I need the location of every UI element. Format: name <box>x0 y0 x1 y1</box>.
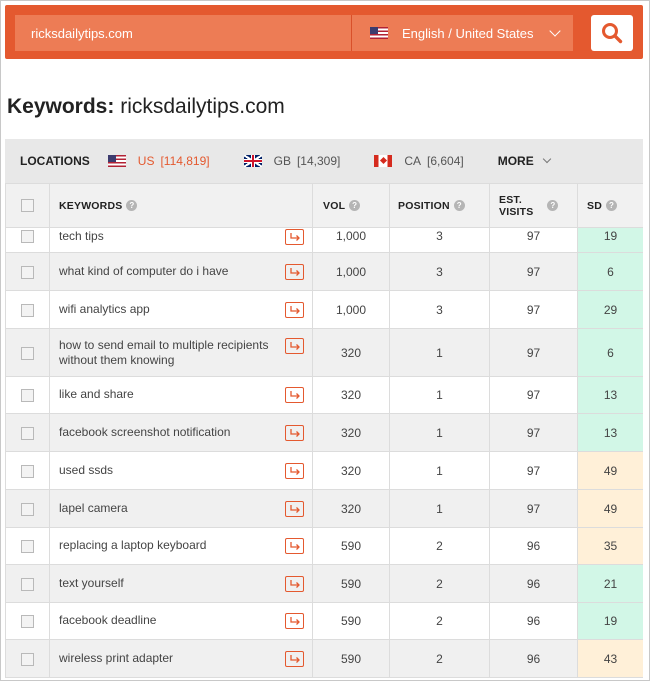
row-checkbox[interactable] <box>21 427 34 440</box>
help-icon[interactable]: ? <box>126 200 137 211</box>
row-select-cell <box>6 528 50 565</box>
open-serp-icon[interactable] <box>285 501 304 517</box>
search-button[interactable] <box>591 15 633 51</box>
row-select-cell <box>6 452 50 490</box>
row-checkbox[interactable] <box>21 389 34 402</box>
keyword-cell <box>50 603 313 640</box>
vol-cell: 320 <box>313 490 390 528</box>
location-count: [6,604] <box>427 154 464 168</box>
est-visits-cell: 97 <box>490 490 578 528</box>
row-select-cell <box>6 253 50 291</box>
vol-cell: 1,000 <box>313 228 390 253</box>
est-visits-cell: 96 <box>490 528 578 565</box>
open-serp-icon[interactable] <box>285 538 304 554</box>
sd-cell: 6 <box>578 253 644 291</box>
table-row <box>6 414 644 452</box>
vol-cell: 1,000 <box>313 291 390 329</box>
position-cell: 1 <box>390 329 490 377</box>
keyword-text[interactable]: lapel camera <box>59 500 128 515</box>
keywords-table <box>5 183 643 678</box>
keyword-cell <box>50 528 313 565</box>
keyword-text[interactable]: like and share <box>59 387 134 401</box>
search-icon <box>601 22 623 44</box>
location-us[interactable] <box>108 154 210 168</box>
table-row <box>6 329 644 377</box>
page-title-domain: ricksdailytips.com <box>120 95 285 118</box>
keyword-cell <box>50 490 313 528</box>
table-row <box>6 528 644 565</box>
keyword-text[interactable]: what kind of computer do i have <box>59 263 229 278</box>
row-select-cell <box>6 377 50 414</box>
domain-search-input[interactable] <box>15 15 351 51</box>
vol-cell: 590 <box>313 640 390 678</box>
sd-cell: 49 <box>578 452 644 490</box>
keyword-text[interactable]: text yourself <box>59 575 124 590</box>
table-row <box>6 291 644 329</box>
more-locations-button[interactable] <box>498 154 550 168</box>
keyword-cell <box>50 414 313 452</box>
sd-cell: 13 <box>578 414 644 452</box>
row-checkbox[interactable] <box>21 578 34 591</box>
locations-bar <box>5 139 643 183</box>
open-serp-icon[interactable] <box>285 425 304 441</box>
row-select-cell <box>6 329 50 377</box>
table-header-row <box>6 184 644 228</box>
header-sd[interactable] <box>578 184 644 228</box>
table-row <box>6 377 644 414</box>
row-select-cell <box>6 228 50 253</box>
vol-cell: 320 <box>313 377 390 414</box>
sd-cell: 35 <box>578 528 644 565</box>
header-keywords-label: KEYWORDS <box>59 199 123 212</box>
open-serp-icon[interactable] <box>285 302 304 318</box>
header-est-line1: EST. <box>499 193 522 206</box>
open-serp-icon[interactable] <box>285 264 304 280</box>
ca-flag-icon <box>374 155 392 167</box>
table-row <box>6 452 644 490</box>
locale-label: English / United States <box>402 25 534 41</box>
search-bar <box>5 5 643 59</box>
row-checkbox[interactable] <box>21 347 34 360</box>
open-serp-icon[interactable] <box>285 387 304 403</box>
row-select-cell <box>6 565 50 603</box>
select-all-checkbox[interactable] <box>21 199 34 212</box>
est-visits-cell: 97 <box>490 329 578 377</box>
position-cell: 1 <box>390 490 490 528</box>
est-visits-cell: 97 <box>490 452 578 490</box>
table-row <box>6 640 644 678</box>
row-checkbox[interactable] <box>21 540 34 553</box>
position-cell: 3 <box>390 291 490 329</box>
location-ca[interactable] <box>374 154 463 168</box>
sd-cell: 13 <box>578 377 644 414</box>
open-serp-icon[interactable] <box>285 651 304 667</box>
sd-cell: 19 <box>578 228 644 253</box>
page-title <box>7 95 285 119</box>
sd-cell: 19 <box>578 603 644 640</box>
position-cell: 3 <box>390 253 490 291</box>
row-select-cell <box>6 603 50 640</box>
est-visits-cell: 97 <box>490 377 578 414</box>
position-cell: 2 <box>390 565 490 603</box>
keyword-text[interactable]: wireless print adapter <box>59 650 174 665</box>
open-serp-icon[interactable] <box>285 338 304 354</box>
header-est-visits-label <box>499 194 533 218</box>
table-row <box>6 490 644 528</box>
us-flag-icon <box>108 155 126 167</box>
header-est-visits[interactable] <box>490 184 578 228</box>
vol-cell: 590 <box>313 565 390 603</box>
header-position[interactable] <box>390 184 490 228</box>
keyword-cell <box>50 565 313 603</box>
keywords-table-container <box>5 183 643 679</box>
est-visits-cell: 96 <box>490 565 578 603</box>
page-title-prefix: Keywords: <box>7 95 115 118</box>
row-checkbox[interactable] <box>21 465 34 478</box>
position-cell: 3 <box>390 228 490 253</box>
help-icon[interactable]: ? <box>606 200 617 211</box>
table-body <box>6 228 644 678</box>
header-est-line2: VISITS <box>499 205 534 218</box>
est-visits-cell: 96 <box>490 603 578 640</box>
location-gb[interactable] <box>244 154 341 168</box>
est-visits-cell: 97 <box>490 228 578 253</box>
row-checkbox[interactable] <box>21 230 34 243</box>
sd-cell: 43 <box>578 640 644 678</box>
vol-cell: 590 <box>313 603 390 640</box>
table-row <box>6 565 644 603</box>
keyword-text[interactable]: used ssds <box>59 462 114 477</box>
vol-cell: 590 <box>313 528 390 565</box>
help-icon[interactable]: ? <box>454 200 465 211</box>
keyword-text[interactable]: tech tips <box>59 229 104 243</box>
sd-cell: 29 <box>578 291 644 329</box>
position-cell: 1 <box>390 414 490 452</box>
table-row <box>6 253 644 291</box>
keyword-cell <box>50 377 313 414</box>
row-select-cell <box>6 291 50 329</box>
sd-cell: 21 <box>578 565 644 603</box>
sd-cell: 6 <box>578 329 644 377</box>
header-sd-label: SD <box>587 199 602 212</box>
header-vol[interactable] <box>313 184 390 228</box>
row-select-cell <box>6 414 50 452</box>
keyword-cell <box>50 452 313 490</box>
keyword-cell <box>50 253 313 291</box>
open-serp-icon[interactable] <box>285 463 304 479</box>
est-visits-cell: 97 <box>490 291 578 329</box>
position-cell: 2 <box>390 528 490 565</box>
us-flag-icon <box>370 27 388 39</box>
open-serp-icon[interactable] <box>285 613 304 629</box>
locations-label: LOCATIONS <box>20 154 90 168</box>
help-icon[interactable]: ? <box>547 200 558 211</box>
keyword-text[interactable]: how to send email to multiple recipients without them knowing <box>59 337 269 367</box>
locale-dropdown[interactable] <box>351 15 573 51</box>
row-checkbox[interactable] <box>21 503 34 516</box>
vol-cell: 1,000 <box>313 253 390 291</box>
row-checkbox[interactable] <box>21 653 34 666</box>
help-icon[interactable]: ? <box>349 200 360 211</box>
sd-cell: 49 <box>578 490 644 528</box>
header-keywords[interactable] <box>50 184 313 228</box>
chevron-down-icon <box>549 25 560 36</box>
gb-flag-icon <box>244 155 262 167</box>
row-select-cell <box>6 490 50 528</box>
position-cell: 1 <box>390 452 490 490</box>
keyword-text[interactable]: facebook deadline <box>59 613 157 627</box>
keyword-text[interactable]: replacing a laptop keyboard <box>59 538 207 552</box>
row-checkbox[interactable] <box>21 615 34 628</box>
keyword-text[interactable]: wifi analytics app <box>59 301 150 316</box>
chevron-down-icon <box>542 155 550 163</box>
more-label: MORE <box>497 154 534 168</box>
est-visits-cell: 97 <box>490 414 578 452</box>
keyword-cell <box>50 228 313 253</box>
row-select-cell <box>6 640 50 678</box>
position-cell: 2 <box>390 640 490 678</box>
location-count: [14,309] <box>296 154 341 168</box>
keyword-text[interactable]: facebook screenshot notification <box>59 424 231 439</box>
location-code: GB <box>273 154 291 168</box>
vol-cell: 320 <box>313 452 390 490</box>
est-visits-cell: 96 <box>490 640 578 678</box>
position-cell: 2 <box>390 603 490 640</box>
open-serp-icon[interactable] <box>285 229 304 245</box>
keyword-cell <box>50 640 313 678</box>
header-position-label: POSITION <box>398 199 450 212</box>
row-checkbox[interactable] <box>21 266 34 279</box>
open-serp-icon[interactable] <box>285 576 304 592</box>
table-row <box>6 603 644 640</box>
location-code: CA <box>404 154 421 168</box>
location-count: [114,819] <box>160 154 210 168</box>
keyword-cell <box>50 291 313 329</box>
location-code: US <box>137 154 155 168</box>
table-row <box>6 228 644 253</box>
vol-cell: 320 <box>313 414 390 452</box>
row-checkbox[interactable] <box>21 304 34 317</box>
vol-cell: 320 <box>313 329 390 377</box>
keyword-cell <box>50 329 313 377</box>
position-cell: 1 <box>390 377 490 414</box>
est-visits-cell: 97 <box>490 253 578 291</box>
header-vol-label: VOL <box>323 199 346 212</box>
header-select-all-cell <box>6 184 50 228</box>
